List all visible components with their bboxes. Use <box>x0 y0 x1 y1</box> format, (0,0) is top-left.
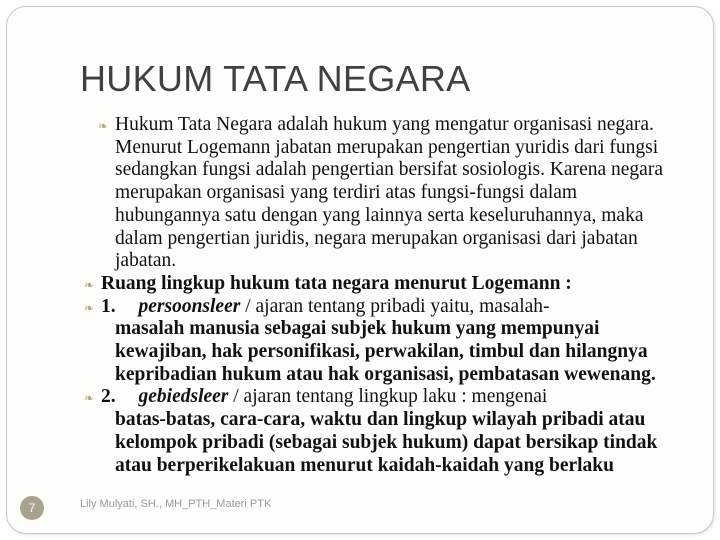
bullet-leaf-icon: ❧ <box>84 277 95 292</box>
slide-footer: Lily Mulyati, SH., MH_PTH_Materi PTK <box>80 498 272 510</box>
bullet-leaf-icon: ❧ <box>84 391 95 406</box>
item-number: 1. <box>101 295 116 317</box>
item-lead: / ajaran tentang lingkup laku : mengenai <box>228 386 548 408</box>
item-body: masalah manusia sebagai subjek hukum yang mempunyai kewajiban, hak personifikasi, perwakilan, timbul dan hilangnya kepribadian hukum atau hak organisasi, pembatasan wewenang. <box>115 318 656 385</box>
bullet-scope <box>84 273 684 296</box>
bullet-leaf-icon: ❧ <box>98 119 109 133</box>
item-term: persoonsleer <box>138 295 241 317</box>
slide-content <box>84 114 684 477</box>
item-term: gebiedsleer <box>138 386 229 408</box>
bullet-persoonsleer <box>84 296 684 387</box>
item-lead: / ajaran tentang pribadi yaitu, masalah- <box>240 295 550 317</box>
item-body: batas-batas, cara-cara, waktu dan lingkup wilayah pribadi atau kelompok pribadi (sebagai subjek hukum) dapat bersikap tindak atau berperikelakuan menurut kaidah-kaidah yang berlaku <box>115 409 658 476</box>
slide-title: HUKUM TATA NEGARA <box>80 58 471 99</box>
bullet-definition <box>84 114 684 273</box>
bullet-gebiedsleer <box>84 386 684 477</box>
item-number: 2. <box>101 386 116 408</box>
definition-text: Hukum Tata Negara adalah hukum yang mengatur organisasi negara. Menurut Logemann jabatan merupakan pengertian yuridis dari fungsi sedangkan fungsi adalah pengertian bersifat sosiologis. Karena negara merupakan organisasi yang terdiri atas fungsi-fungsi dalam hubungannya satu dengan yang lainnya serta keseluruhannya, maka dalam pengertian juridis, negara merupakan organisasi dari jabatan jabatan. <box>115 114 663 272</box>
scope-heading: Ruang lingkup hukum tata negara menurut Logemann : <box>101 272 572 294</box>
slide-number-badge: 7 <box>20 496 44 520</box>
bullet-leaf-icon: ❧ <box>84 300 95 315</box>
